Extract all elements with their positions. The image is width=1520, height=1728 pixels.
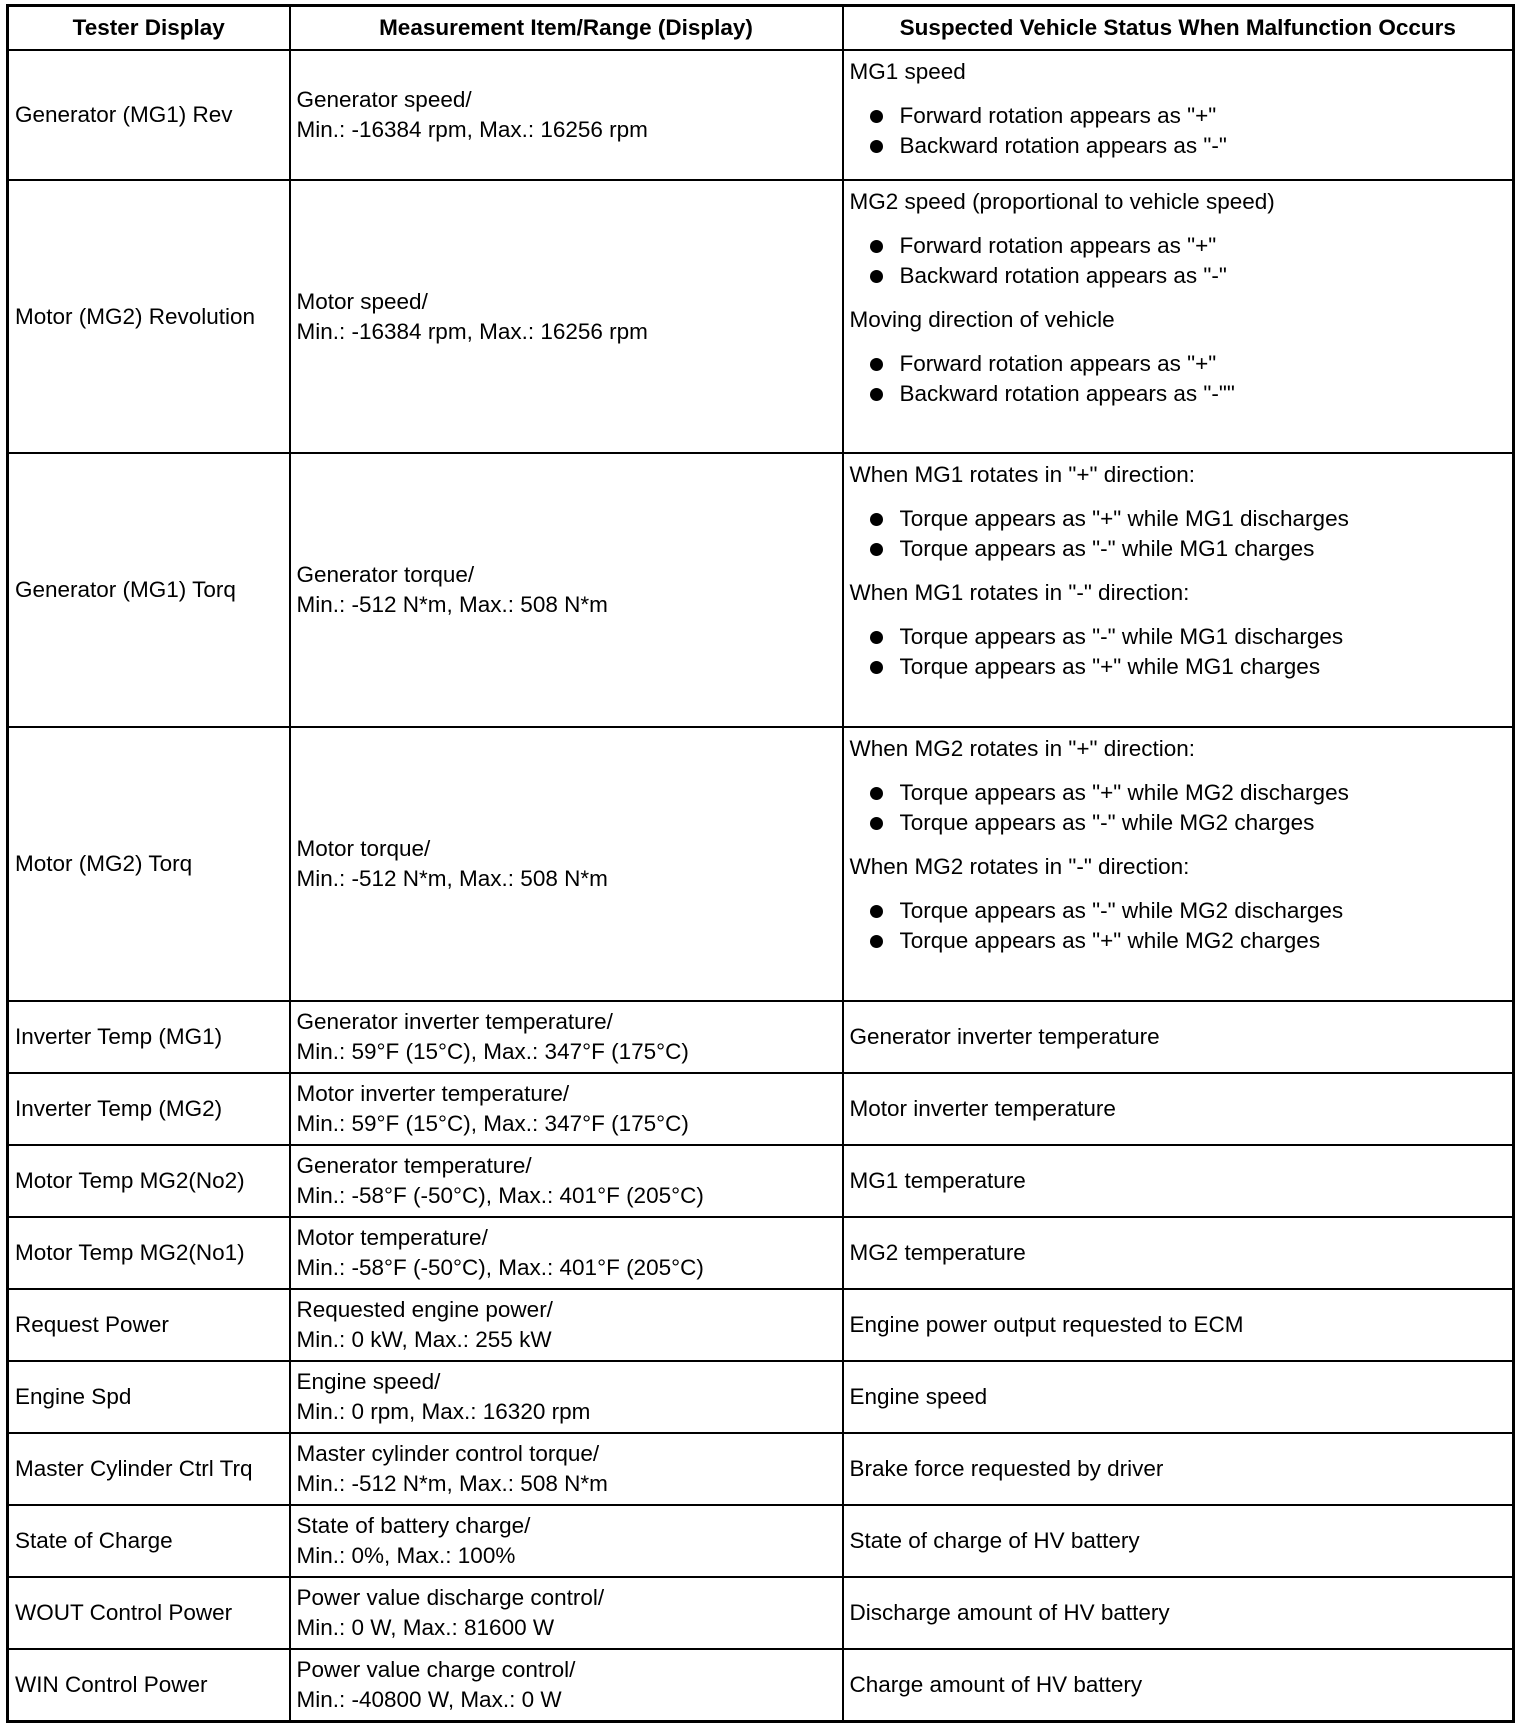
status-cell: Generator inverter temperature [843, 1001, 1514, 1073]
measurement-item: State of battery charge/ [296, 1513, 531, 1538]
bullet-icon [870, 661, 883, 674]
tester-display-cell: WOUT Control Power [8, 1577, 290, 1649]
measurement-item: Engine speed/ [296, 1369, 441, 1394]
tester-display-cell: Engine Spd [8, 1361, 290, 1433]
tester-display-cell: Generator (MG1) Rev [8, 50, 290, 180]
table-row [8, 1073, 1514, 1145]
status-text: MG1 speed [849, 59, 966, 84]
measurement-item: Generator inverter temperature/ [296, 1009, 613, 1034]
bullet-icon [870, 543, 883, 556]
tester-display-cell: Inverter Temp (MG2) [8, 1073, 290, 1145]
status-text: When MG2 rotates in "-" direction: [849, 854, 1190, 879]
bullet-icon [870, 631, 883, 644]
list-item: Forward rotation appears as "+" [850, 101, 1507, 131]
list-item: Torque appears as "-" while MG1 discharges [850, 622, 1507, 652]
tester-display-cell: Generator (MG1) Torq [8, 453, 290, 727]
status-cell: Engine power output requested to ECM [843, 1289, 1514, 1361]
table-row [8, 1649, 1514, 1721]
measurement-cell [290, 453, 843, 727]
data-list-table [6, 4, 1515, 1723]
measurement-item: Motor speed/ [296, 288, 428, 314]
measurement-cell [290, 1361, 843, 1433]
measurement-item: Generator torque/ [296, 562, 475, 587]
list-item: Torque appears as "+" while MG1 discharges [850, 504, 1507, 534]
measurement-range: Min.: 59°F (15°C), Max.: 347°F (175°C) [296, 1111, 689, 1136]
bullet-icon [870, 513, 883, 526]
measurement-cell [290, 727, 843, 1001]
measurement-item: Requested engine power/ [296, 1297, 553, 1322]
list-item: Torque appears as "+" while MG2 discharges [850, 778, 1507, 808]
measurement-range: Min.: 0 kW, Max.: 255 kW [296, 1327, 552, 1352]
measurement-cell [290, 50, 843, 180]
table-row [8, 1145, 1514, 1217]
table-row [8, 1505, 1514, 1577]
measurement-cell [290, 1433, 843, 1505]
measurement-range: Min.: -512 N*m, Max.: 508 N*m [296, 1471, 608, 1496]
status-cell: MG2 temperature [843, 1217, 1514, 1289]
table-row [8, 1001, 1514, 1073]
table-row [8, 50, 1514, 180]
table-row [8, 1217, 1514, 1289]
measurement-cell [290, 1001, 843, 1073]
tester-display-cell: Motor (MG2) Torq [8, 727, 290, 1001]
measurement-item: Motor torque/ [296, 836, 431, 861]
list-item: Backward rotation appears as "-"" [850, 379, 1507, 409]
measurement-range: Min.: 59°F (15°C), Max.: 347°F (175°C) [296, 1039, 689, 1064]
tester-display-cell: Motor (MG2) Revolution [8, 180, 290, 453]
list-item: Torque appears as "+" while MG1 charges [850, 652, 1507, 682]
table-row [8, 453, 1514, 727]
tester-display-cell: Request Power [8, 1289, 290, 1361]
status-text: MG2 speed (proportional to vehicle speed) [849, 189, 1275, 214]
bullet-icon [870, 905, 883, 918]
measurement-item: Motor temperature/ [296, 1225, 488, 1250]
header-row [8, 6, 1514, 51]
status-cell: State of charge of HV battery [843, 1505, 1514, 1577]
status-text: Moving direction of vehicle [849, 307, 1115, 332]
measurement-range: Min.: -40800 W, Max.: 0 W [296, 1686, 562, 1712]
tester-display-cell: Inverter Temp (MG1) [8, 1001, 290, 1073]
list-item: Backward rotation appears as "-" [850, 261, 1507, 291]
status-cell: Motor inverter temperature [843, 1073, 1514, 1145]
data-list-sheet [6, 4, 1512, 1723]
measurement-range: Min.: 0%, Max.: 100% [296, 1543, 516, 1568]
table-row [8, 1577, 1514, 1649]
bullet-icon [870, 110, 883, 123]
tester-display-cell: WIN Control Power [8, 1649, 290, 1721]
bullet-icon [870, 787, 883, 800]
measurement-range: Min.: -58°F (-50°C), Max.: 401°F (205°C) [296, 1183, 704, 1208]
status-cell: Brake force requested by driver [843, 1433, 1514, 1505]
list-item: Torque appears as "+" while MG2 charges [850, 926, 1507, 956]
status-cell [843, 50, 1514, 180]
measurement-cell [290, 1217, 843, 1289]
status-cell [843, 453, 1514, 727]
table-row [8, 180, 1514, 453]
bullet-icon [870, 817, 883, 830]
status-text: When MG1 rotates in "+" direction: [849, 462, 1195, 487]
measurement-range: Min.: -512 N*m, Max.: 508 N*m [296, 866, 608, 891]
measurement-item: Master cylinder control torque/ [296, 1441, 600, 1466]
measurement-item: Generator temperature/ [296, 1153, 532, 1178]
tester-display-cell: Master Cylinder Ctrl Trq [8, 1433, 290, 1505]
status-cell: Charge amount of HV battery [843, 1649, 1514, 1721]
measurement-cell [290, 1145, 843, 1217]
measurement-item: Motor inverter temperature/ [296, 1081, 570, 1106]
measurement-cell [290, 1073, 843, 1145]
list-item: Forward rotation appears as "+" [850, 349, 1507, 379]
measurement-range: Min.: -16384 rpm, Max.: 16256 rpm [296, 117, 648, 142]
bullet-icon [870, 240, 883, 253]
measurement-item: Power value discharge control/ [296, 1585, 605, 1610]
status-cell [843, 180, 1514, 453]
measurement-item: Power value charge control/ [296, 1656, 576, 1682]
measurement-range: Min.: -512 N*m, Max.: 508 N*m [296, 592, 608, 617]
table-row [8, 1289, 1514, 1361]
list-item: Torque appears as "-" while MG2 charges [850, 808, 1507, 838]
measurement-range: Min.: -58°F (-50°C), Max.: 401°F (205°C) [296, 1255, 704, 1280]
measurement-range: Min.: 0 rpm, Max.: 16320 rpm [296, 1399, 591, 1424]
table-row [8, 727, 1514, 1001]
list-item: Backward rotation appears as "-" [850, 131, 1507, 161]
measurement-cell [290, 180, 843, 453]
measurement-range: Min.: -16384 rpm, Max.: 16256 rpm [296, 318, 648, 344]
measurement-item: Generator speed/ [296, 87, 472, 112]
measurement-range: Min.: 0 W, Max.: 81600 W [296, 1615, 555, 1640]
list-item: Torque appears as "-" while MG2 discharges [850, 896, 1507, 926]
tester-display-cell: Motor Temp MG2(No1) [8, 1217, 290, 1289]
table-row [8, 1433, 1514, 1505]
bullet-icon [870, 270, 883, 283]
measurement-cell [290, 1577, 843, 1649]
list-item: Forward rotation appears as "+" [850, 231, 1507, 261]
status-text: When MG1 rotates in "-" direction: [849, 580, 1190, 605]
bullet-icon [870, 358, 883, 371]
status-cell: Engine speed [843, 1361, 1514, 1433]
list-item: Torque appears as "-" while MG1 charges [850, 534, 1507, 564]
measurement-cell [290, 1505, 843, 1577]
bullet-icon [870, 935, 883, 948]
status-text: When MG2 rotates in "+" direction: [849, 736, 1195, 761]
bullet-icon [870, 388, 883, 401]
status-cell [843, 727, 1514, 1001]
table-row [8, 1361, 1514, 1433]
header-tester-display: Tester Display [8, 6, 290, 51]
measurement-cell [290, 1649, 843, 1721]
measurement-cell [290, 1289, 843, 1361]
status-cell: Discharge amount of HV battery [843, 1577, 1514, 1649]
header-suspected-status: Suspected Vehicle Status When Malfunction Occurs [843, 6, 1514, 51]
tester-display-cell: State of Charge [8, 1505, 290, 1577]
tester-display-cell: Motor Temp MG2(No2) [8, 1145, 290, 1217]
header-measurement-item: Measurement Item/Range (Display) [290, 6, 843, 51]
bullet-icon [870, 140, 883, 153]
status-cell: MG1 temperature [843, 1145, 1514, 1217]
